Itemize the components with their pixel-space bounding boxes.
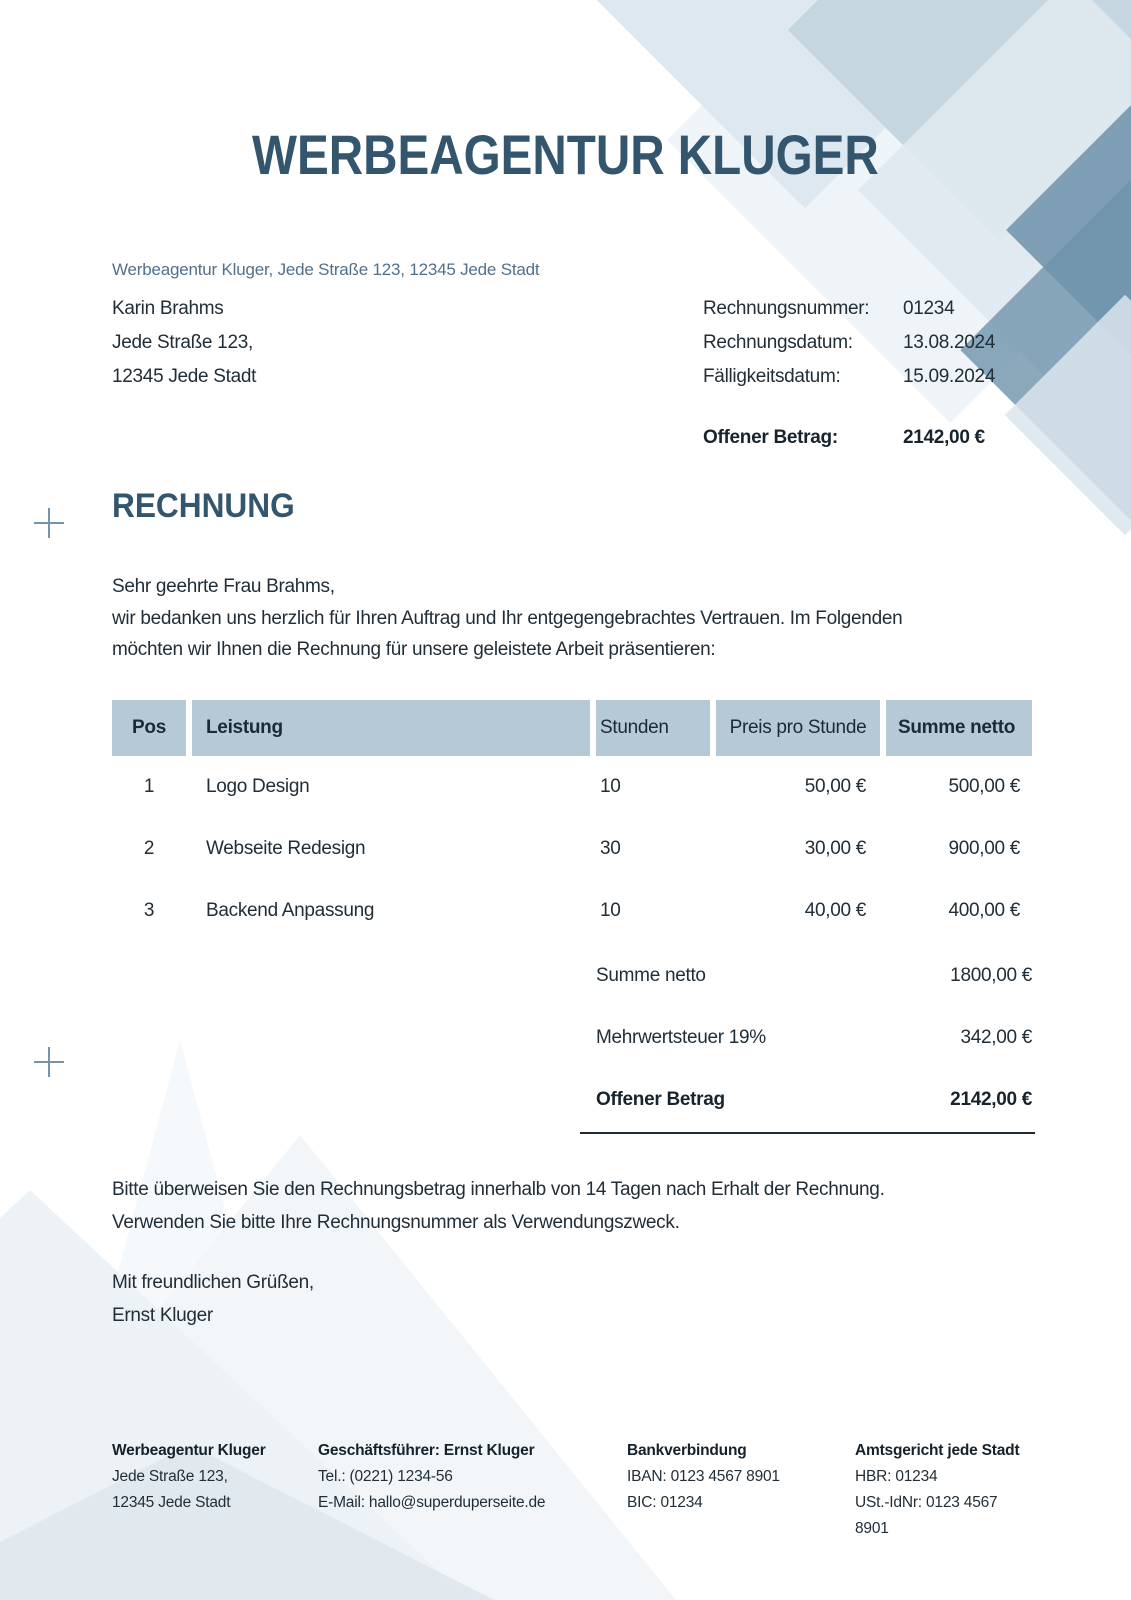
footer-line: E-Mail: hallo@superduperseite.de: [318, 1494, 546, 1511]
footer-registry-column: [855, 1438, 1032, 1542]
grand-total-label: Offener Betrag: [596, 1089, 725, 1110]
footer-line: Tel.: (0221) 1234-56: [318, 1468, 453, 1485]
greeting-line: Sehr geehrte Frau Brahms,: [112, 576, 335, 597]
closing-block: [112, 1266, 314, 1332]
footer: [112, 1438, 1032, 1542]
grand-total-value: 2142,00 €: [950, 1089, 1032, 1110]
line-items-table: [112, 700, 1032, 942]
table-row: [112, 756, 1032, 818]
cell-leistung: Logo Design: [206, 776, 310, 797]
column-header-preis: Preis pro Stunde: [716, 700, 880, 756]
column-header-leistung: Leistung: [192, 700, 590, 756]
footer-registry-title: Amtsgericht jede Stadt: [855, 1442, 1020, 1459]
cell-stunden: 30: [600, 838, 621, 859]
company-title: WERBEAGENTUR KLUGER: [252, 123, 879, 186]
footer-bank-title: Bankverbindung: [627, 1442, 747, 1459]
footer-line: HBR: 01234: [855, 1468, 938, 1485]
cell-pos: 2: [143, 838, 155, 859]
invoice-number-row: [703, 292, 1033, 326]
subtotal-label: Summe netto: [596, 965, 706, 986]
recipient-name: Karin Brahms: [112, 298, 224, 319]
footer-line: 12345 Jede Stadt: [112, 1494, 231, 1511]
due-date-row: [703, 360, 1033, 394]
invoice-date-label: Rechnungsdatum:: [703, 332, 853, 353]
footer-line: BIC: 01234: [627, 1494, 703, 1511]
totals-block: [596, 945, 1032, 1131]
invoice-date-value: 13.08.2024: [903, 332, 996, 353]
cell-stunden: 10: [600, 776, 621, 797]
cell-summe: 900,00 €: [948, 838, 1020, 859]
cell-preis: 30,00 €: [804, 838, 866, 859]
payment-instructions: [112, 1173, 885, 1239]
payment-instruction-line: Bitte überweisen Sie den Rechnungsbetrag innerhalb von 14 Tagen nach Erhalt der Rechnung.: [112, 1179, 885, 1200]
cell-stunden: 10: [600, 900, 621, 921]
cell-summe: 500,00 €: [948, 776, 1020, 797]
plus-icon: [34, 508, 64, 538]
footer-contact-title: Geschäftsführer: Ernst Kluger: [318, 1442, 535, 1459]
cell-summe: 400,00 €: [948, 900, 1020, 921]
open-amount-row: [703, 421, 1033, 455]
closing-signature: Ernst Kluger: [112, 1305, 213, 1326]
invoice-date-row: [703, 326, 1033, 360]
letter-intro: [112, 571, 902, 666]
footer-company-column: [112, 1438, 318, 1542]
invoice-meta-block: [703, 292, 1033, 455]
closing-salutation: Mit freundlichen Grüßen,: [112, 1272, 314, 1293]
footer-bank-column: [627, 1438, 855, 1542]
cell-preis: 50,00 €: [804, 776, 866, 797]
invoice-number-label: Rechnungsnummer:: [703, 298, 870, 319]
recipient-city: 12345 Jede Stadt: [112, 366, 257, 387]
recipient-address-block: [112, 292, 256, 394]
open-amount-label: Offener Betrag:: [703, 427, 838, 448]
cell-preis: 40,00 €: [804, 900, 866, 921]
document-heading: RECHNUNG: [112, 487, 295, 525]
footer-company-title: Werbeagentur Kluger: [112, 1442, 266, 1459]
footer-line: IBAN: 0123 4567 8901: [627, 1468, 780, 1485]
intro-line: wir bedanken uns herzlich für Ihren Auftrag und Ihr entgegengebrachtes Vertrauen. Im Folgenden: [112, 607, 903, 629]
grand-total-row: [596, 1069, 1032, 1131]
cell-pos: 3: [143, 900, 155, 921]
due-date-label: Fälligkeitsdatum:: [703, 366, 841, 387]
vat-row: [596, 1007, 1032, 1069]
footer-contact-column: [318, 1438, 627, 1542]
column-header-summe: Summe netto: [886, 700, 1032, 756]
payment-instruction-line: Verwenden Sie bitte Ihre Rechnungsnummer als Verwendungszweck.: [112, 1212, 680, 1233]
cell-leistung: Webseite Redesign: [206, 838, 366, 859]
footer-line: USt.-IdNr: 0123 4567 8901: [855, 1494, 998, 1537]
table-row: [112, 880, 1032, 942]
sender-address-line: Werbeagentur Kluger, Jede Straße 123, 12345 Jede Stadt: [112, 260, 540, 279]
cell-leistung: Backend Anpassung: [206, 900, 375, 921]
subtotal-value: 1800,00 €: [950, 965, 1032, 986]
plus-icon: [34, 1047, 64, 1077]
cell-pos: 1: [143, 776, 155, 797]
vat-label: Mehrwertsteuer 19%: [596, 1027, 766, 1048]
recipient-street: Jede Straße 123,: [112, 332, 253, 353]
open-amount-value: 2142,00 €: [903, 427, 985, 448]
subtotal-row: [596, 945, 1032, 1007]
column-header-pos: Pos: [112, 700, 186, 756]
due-date-value: 15.09.2024: [903, 366, 996, 387]
totals-divider: [580, 1132, 1035, 1134]
invoice-number-value: 01234: [903, 298, 955, 319]
intro-line: möchten wir Ihnen die Rechnung für unsere geleistete Arbeit präsentieren:: [112, 639, 716, 660]
vat-value: 342,00 €: [960, 1027, 1032, 1048]
table-row: [112, 818, 1032, 880]
footer-line: Jede Straße 123,: [112, 1468, 228, 1485]
column-header-stunden: Stunden: [596, 700, 710, 756]
table-header-row: [112, 700, 1032, 756]
